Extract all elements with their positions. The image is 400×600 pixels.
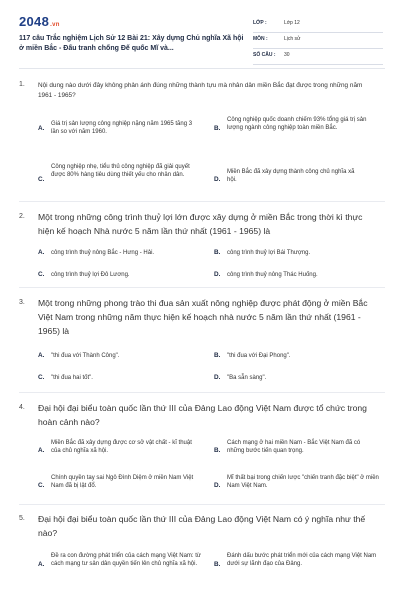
option-text: Công nghiệp quốc doanh chiếm 93% tổng giá trị sản lượng ngành công nghiệp toàn miền Bắc.: [227, 117, 367, 132]
option-letter: C.: [38, 271, 45, 278]
option-letter: B.: [214, 352, 221, 359]
option-text: "thi đua với Thành Công".: [51, 353, 120, 359]
option-text: Miền Bắc đã xây dựng được cơ sở vật chất - kĩ thuật của chủ nghĩa xã hội.: [51, 440, 192, 455]
option-text: công trình thuỷ lợi Đô Lương.: [51, 272, 130, 278]
option-text: Đề ra con đường phát triển của cách mạng Việt Nam: từ cách mạng tư sản dân quyền tiến lên chủ nghĩa xã hội.: [51, 553, 201, 568]
question-number: 3.: [19, 299, 25, 306]
option-letter: B.: [214, 125, 221, 132]
logo-suffix: .vn: [50, 22, 60, 28]
meta-label: MÔN :: [253, 36, 268, 42]
option-letter: D.: [214, 176, 221, 183]
option-letter: D.: [214, 271, 221, 278]
question-divider: [19, 392, 385, 393]
option-letter: B.: [214, 249, 221, 256]
option-text: Chính quyền tay sai Ngô Đình Diệm ở miền Nam Việt Nam đã bị lật đổ.: [51, 475, 194, 490]
question-5: [19, 512, 385, 600]
meta-value: Lớp 12: [284, 20, 300, 26]
meta-label: LỚP :: [253, 20, 267, 26]
question-text: Một trong những công trình thuỷ lợi lớn được xây dựng ở miền Bắc trong thời kì thực hiện kế hoạch Nhà nước 5 năm lần thứ nhất (1961 - 1965) là: [38, 212, 363, 236]
option-letter: D.: [214, 482, 221, 489]
logo-text: 2048: [19, 14, 50, 29]
question-text: Nội dung nào dưới đây không phản ánh đúng những thành tựu mà nhân dân miền Bắc đạt được trong những năm 1961 - 1965?: [38, 82, 363, 99]
question-divider: [19, 504, 385, 505]
question-number: 5.: [19, 515, 25, 522]
option-letter: A.: [38, 447, 45, 454]
option-letter: A.: [38, 561, 45, 568]
option-letter: C.: [38, 482, 45, 489]
meta-class: [253, 17, 383, 33]
meta-subject: [253, 33, 383, 49]
document-title: 117 câu Trắc nghiệm Lịch Sử 12 Bài 21: Xây dựng Chủ nghĩa Xã hội ở miền Bắc - Đấu tranh chống Đế quốc Mĩ và...: [19, 35, 244, 52]
question-1: [19, 81, 385, 199]
meta-question-count: [253, 49, 383, 65]
option-letter: A.: [38, 249, 45, 256]
option-text: Cách mạng ở hai miền Nam - Bắc Việt Nam đã có những bước tiến quan trọng.: [227, 440, 361, 455]
question-3: [19, 296, 385, 388]
option-text: Miền Bắc đã xây dựng thành công chủ nghĩa xã hội.: [227, 169, 355, 184]
option-text: công trình thuỷ nông Thác Huống.: [227, 272, 318, 278]
document-header: [0, 0, 400, 64]
question-text: Đại hội đại biểu toàn quốc lần thứ III của Đảng Lao động Việt Nam có ý nghĩa như thế nào?: [38, 514, 366, 538]
meta-label: SỐ CÂU :: [253, 52, 276, 58]
meta-value: 30: [284, 52, 290, 58]
question-2: [19, 210, 385, 285]
question-text: Một trong những phong trào thi đua sản xuất nông nghiệp được phát động ở miền Bắc Việt Nam trong những năm thực hiện kế hoạch nhà nước 5 năm lần thứ nhất (1961 - 1965) là: [38, 298, 368, 336]
site-logo[interactable]: [19, 14, 60, 29]
option-letter: C.: [38, 374, 45, 381]
option-letter: B.: [214, 447, 221, 454]
option-text: Công nghiệp nhẹ, tiểu thủ công nghiệp đã giải quyết được 80% hàng tiêu dùng thiết yếu cho nhân dân.: [51, 164, 190, 179]
option-text: "thi đua hai tốt".: [51, 375, 93, 381]
option-letter: B.: [214, 561, 221, 568]
option-text: Đánh dấu bước phát triển mới của cách mạng Việt Nam dưới sự lãnh đạo của Đảng.: [227, 553, 377, 568]
option-letter: A.: [38, 352, 45, 359]
option-text: "thi đua với Đại Phong".: [227, 353, 291, 359]
option-letter: D.: [214, 374, 221, 381]
option-text: Mĩ thất bại trong chiến lược "chiến tranh đặc biệt" ở miền Nam Việt Nam.: [227, 475, 379, 490]
question-number: 4.: [19, 404, 25, 411]
option-text: Giá trị sản lượng công nghiệp nặng năm 1965 tăng 3 lần so với năm 1960.: [51, 121, 193, 136]
question-number: 1.: [19, 81, 25, 88]
option-text: công trình thuỷ nông Bắc - Hưng - Hải.: [51, 250, 155, 256]
question-divider: [19, 287, 385, 288]
meta-value: Lịch sử: [284, 36, 301, 42]
option-letter: C.: [38, 176, 45, 183]
question-text: Đại hội đại biểu toàn quốc lần thứ III của Đảng Lao động Việt Nam được tổ chức trong hoàn cảnh nào?: [38, 403, 367, 427]
document-meta: [253, 17, 383, 65]
question-4: [19, 401, 385, 501]
question-divider: [19, 201, 385, 202]
header-divider: [19, 68, 385, 69]
option-text: "Ba sẵn sàng".: [227, 375, 267, 381]
question-number: 2.: [19, 213, 25, 220]
option-text: công trình thuỷ lợi Bái Thượng.: [227, 250, 311, 256]
option-letter: A.: [38, 125, 45, 132]
